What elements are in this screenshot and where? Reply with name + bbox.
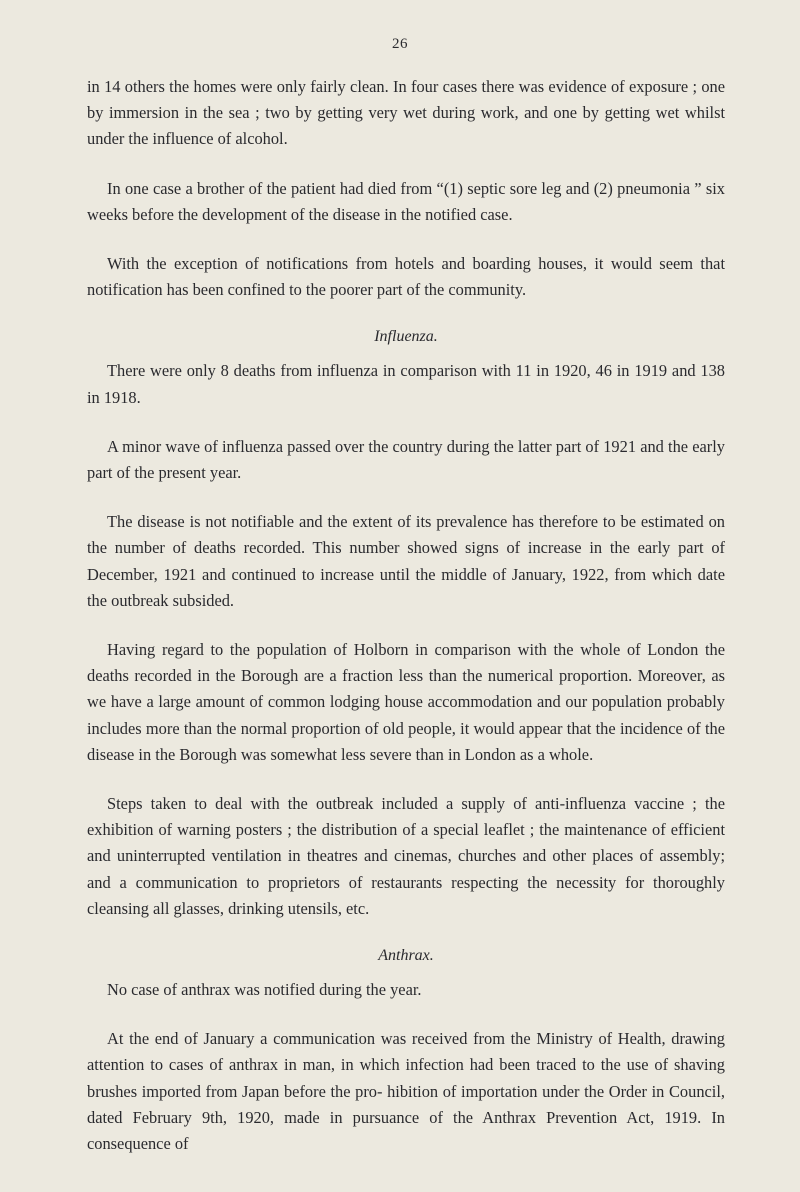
paragraph-anthrax-ministry: At the end of January a communication was received from the Ministry of Health, drawing attention to cases of anthrax in man, in which infection had been traced to the use of shaving brushes imported from Japan before the pro- hibition of importation under the Order in Council, dated February 9th, 1920, made in pursuance of the Anthrax Prevention Act, 1919. In consequence of — [87, 1029, 725, 1154]
paragraph-influenza-prevalence: The disease is not notifiable and the extent of its prevalence has therefore to be estimated on the number of deaths recorded. This number showed signs of increase in the early part of December, 1921 and continued to increase until the middle of January, 1922, from which date the outbreak subsided. — [87, 512, 725, 610]
section-heading-influenza: Influenza. — [374, 328, 438, 346]
page-number: 26 — [392, 36, 408, 52]
paragraph-holborn-comparison: Having regard to the population of Holborn in comparison with the whole of London the deaths recorded in the Borough are a fraction less than the numerical proportion. Moreover, as we have a large amount of common lodging house accommodation and our population probably includes more than the normal proportion of old people, it would appear that the incidence of the disease in the Borough was somewhat less severe than in London as a whole. — [87, 640, 725, 764]
paragraph-brother-case: In one case a brother of the patient had died from “(1) septic sore leg and (2) pneumonia ” six weeks before the development of the disease in the notified case. — [87, 178, 725, 224]
paragraph-influenza-deaths: There were only 8 deaths from influenza in comparison with 11 in 1920, 46 in 1919 and 138 in 1918. — [87, 361, 725, 407]
paragraph-outbreak-steps: Steps taken to deal with the outbreak included a supply of anti-influenza vaccine ; the exhibition of warning posters ; the distribution of a special leaflet ; the maintenance of efficient and uninterrupted ventilation in theatres and cinemas, churches and other places of assembly; and a communication to proprietors of restaurants respecting the necessity for thoroughly cleansing all glasses, drinking utensils, etc. — [87, 794, 725, 918]
paragraph-anthrax-none: No case of anthrax was notified during the year. — [107, 980, 422, 1000]
section-heading-anthrax: Anthrax. — [378, 947, 434, 965]
paragraph-influenza-wave: A minor wave of influenza passed over the country during the latter part of 1921 and the early part of the present year. — [87, 436, 725, 483]
page-body — [87, 74, 725, 1157]
paragraph-notification-scope: With the exception of notifications from hotels and boarding houses, it would seem that notification has been confined to the poorer part of the community. — [87, 254, 725, 300]
paragraph-exposure-cases: in 14 others the homes were only fairly clean. In four cases there was evidence of exposure ; one by immersion in the sea ; two by getting very wet during work, and one by getting wet whilst under the influence of alcohol. — [87, 77, 725, 149]
